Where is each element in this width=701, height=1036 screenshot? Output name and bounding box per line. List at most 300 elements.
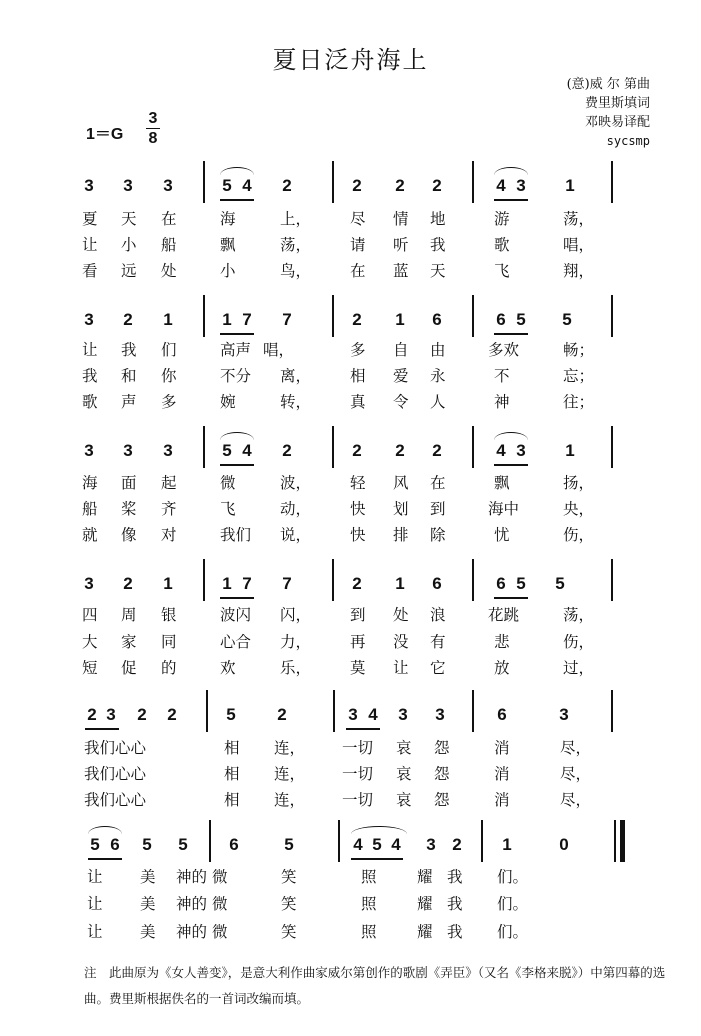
lyric: 有 <box>430 633 446 651</box>
composer-credit: (意)威 尔 第曲 <box>566 77 650 92</box>
lyric: 情 <box>393 210 409 228</box>
lyric: 婉 <box>220 393 236 411</box>
lyric: 不分 <box>220 367 252 385</box>
lyric: 相 <box>224 791 240 809</box>
lyric: 美 <box>140 895 156 913</box>
underline <box>494 199 528 201</box>
lyric: 多 <box>350 341 366 359</box>
note: 3 <box>84 176 94 195</box>
note: 3 <box>398 705 408 724</box>
barline <box>338 820 340 862</box>
lyric: 快 <box>350 526 366 544</box>
lyric: 神的 <box>176 923 208 941</box>
footnote: 注 此曲原为《女人善变》，是意大利作曲家威尔第创作的歌剧《弄臣》（又名《李格来脱》）中第四幕的选曲。费里斯根据佚名的一首词改编而填。 <box>84 965 666 1006</box>
lyric: 令 <box>393 393 409 411</box>
lyric: 高声 <box>220 341 252 359</box>
lyric: 声 <box>121 393 137 411</box>
lyric: 歌 <box>494 236 510 254</box>
lyric: 我们 <box>220 526 252 544</box>
lyric: 放 <box>494 659 510 677</box>
lyric: 处 <box>393 606 409 624</box>
lyric: 浪 <box>430 606 446 624</box>
lyric: 笑 <box>281 868 297 886</box>
barline <box>472 426 474 468</box>
note: 3 <box>426 835 436 854</box>
meter-top: 3 <box>148 110 158 127</box>
underline <box>85 728 119 730</box>
barline <box>332 295 334 337</box>
note: 3 <box>123 176 133 195</box>
note: 1 <box>163 310 173 329</box>
note: 2 <box>352 574 362 593</box>
lyric: 你 <box>161 367 177 385</box>
barline <box>203 295 205 337</box>
lyric: 尽， <box>560 765 592 783</box>
meter-bottom: 8 <box>148 130 158 147</box>
lyric: 我 <box>447 923 463 941</box>
lyric: 们。 <box>497 895 529 913</box>
note: 3 <box>163 441 173 460</box>
lyric: 海中 <box>488 500 520 518</box>
lyric: 乐， <box>280 659 312 677</box>
note: 4 <box>496 441 506 460</box>
slur <box>351 826 407 834</box>
note: 4 <box>353 835 363 854</box>
lyric: 对 <box>161 526 177 544</box>
system-6-notes <box>0 834 701 858</box>
barline <box>472 295 474 337</box>
time-signature <box>146 110 160 147</box>
note: 1 <box>395 310 405 329</box>
lyric: 真 <box>350 393 366 411</box>
lyric: 相 <box>224 739 240 757</box>
barline <box>332 559 334 601</box>
lyric: 荡， <box>563 606 595 624</box>
lyric: 哀 <box>396 765 412 783</box>
lyric: 我 <box>447 895 463 913</box>
note: 2 <box>123 574 133 593</box>
lyric: 排 <box>393 526 409 544</box>
lyric: 蓝 <box>393 262 409 280</box>
system-5-notes <box>0 704 701 728</box>
note: 4 <box>368 705 378 724</box>
underline <box>220 199 254 201</box>
lyric: 除 <box>430 526 446 544</box>
lyric: 让 <box>82 341 98 359</box>
lyric: 耀 <box>417 923 433 941</box>
note: 3 <box>348 705 358 724</box>
note: 5 <box>142 835 152 854</box>
note: 2 <box>282 441 292 460</box>
note: 7 <box>242 574 252 593</box>
lyric: 哀 <box>396 739 412 757</box>
note: 2 <box>282 176 292 195</box>
barline <box>333 690 335 732</box>
lyric: 们。 <box>497 868 529 886</box>
lyric: 荡， <box>280 236 312 254</box>
lyric: 在 <box>430 474 446 492</box>
note: 3 <box>84 574 94 593</box>
barline <box>614 820 616 862</box>
lyric: 起 <box>161 474 177 492</box>
barline <box>472 161 474 203</box>
lyric: 欢 <box>220 659 236 677</box>
lyric: 唱， <box>263 341 295 359</box>
note: 1 <box>565 176 575 195</box>
lyric: 连， <box>274 739 306 757</box>
lyric: 由 <box>430 341 446 359</box>
barline <box>472 690 474 732</box>
lyric: 的 <box>161 659 177 677</box>
note: 5 <box>516 310 526 329</box>
lyric: 伤， <box>563 633 595 651</box>
underline <box>494 333 528 335</box>
underline <box>220 464 254 466</box>
note: 3 <box>516 441 526 460</box>
underline <box>220 333 254 335</box>
note: 5 <box>178 835 188 854</box>
lyric: 大 <box>82 633 98 651</box>
lyric: 让 <box>87 923 103 941</box>
lyric: 地 <box>430 210 446 228</box>
system-3-notes <box>0 440 701 464</box>
barline <box>611 426 613 468</box>
lyric: 飞 <box>220 500 236 518</box>
barline <box>611 161 613 203</box>
final-barline <box>620 820 625 862</box>
lyric: 我们心心 <box>84 765 147 783</box>
system-4-notes <box>0 573 701 597</box>
lyric: 没 <box>393 633 409 651</box>
lyric: 自 <box>393 341 409 359</box>
note: 2 <box>395 176 405 195</box>
lyric: 像 <box>121 526 137 544</box>
lyric: 扬， <box>563 474 595 492</box>
lyric: 让 <box>82 236 98 254</box>
note: 3 <box>84 310 94 329</box>
note: 7 <box>282 310 292 329</box>
lyric: 神的 <box>176 895 208 913</box>
lyric: 海 <box>220 210 236 228</box>
note: 2 <box>452 835 462 854</box>
lyric: 促 <box>121 659 137 677</box>
lyric: 相 <box>224 765 240 783</box>
barline <box>206 690 208 732</box>
lyric: 忘； <box>563 367 595 385</box>
lyric: 一切 <box>342 765 374 783</box>
lyric: 到 <box>350 606 366 624</box>
lyric: 天 <box>430 262 446 280</box>
lyric: 在 <box>161 210 177 228</box>
barline <box>332 161 334 203</box>
barline <box>332 426 334 468</box>
lyric: 我 <box>82 367 98 385</box>
note: 2 <box>352 441 362 460</box>
lyric: 笑 <box>281 895 297 913</box>
lyric: 桨 <box>121 500 137 518</box>
note: 7 <box>282 574 292 593</box>
system-2-notes <box>0 309 701 333</box>
note: 4 <box>242 441 252 460</box>
lyric: 央， <box>563 500 595 518</box>
barline <box>611 690 613 732</box>
lyric: 短 <box>82 659 98 677</box>
lyric: 我 <box>121 341 137 359</box>
lyric: 力， <box>280 633 312 651</box>
note: 2 <box>432 176 442 195</box>
lyric: 多欢 <box>488 341 520 359</box>
lyric: 们 <box>161 341 177 359</box>
lyric: 心合 <box>220 633 252 651</box>
note: 6 <box>432 574 442 593</box>
lyric: 微 <box>220 474 236 492</box>
lyric: 处 <box>161 262 177 280</box>
lyric: 荡， <box>563 210 595 228</box>
lyric: 歌 <box>82 393 98 411</box>
note: 5 <box>222 176 232 195</box>
lyric: 齐 <box>161 500 177 518</box>
lyric: 莫 <box>350 659 366 677</box>
lyric: 我 <box>447 868 463 886</box>
translator-credit: 邓映易译配 <box>584 115 650 130</box>
note: 3 <box>163 176 173 195</box>
note: 5 <box>222 441 232 460</box>
note: 1 <box>565 441 575 460</box>
note: 5 <box>562 310 572 329</box>
lyric: 再 <box>350 633 366 651</box>
lyric: 神的 <box>176 868 208 886</box>
lyric: 尽， <box>560 739 592 757</box>
lyric: 四 <box>82 606 98 624</box>
note: 1 <box>395 574 405 593</box>
note: 1 <box>502 835 512 854</box>
lyric: 银 <box>161 606 177 624</box>
key-signature: 1＝G <box>86 126 124 143</box>
lyric: 小 <box>220 262 236 280</box>
note: 2 <box>87 705 97 724</box>
note: 4 <box>242 176 252 195</box>
lyric: 让 <box>87 868 103 886</box>
lyric: 美 <box>140 868 156 886</box>
lyric: 轻 <box>350 474 366 492</box>
barline <box>203 161 205 203</box>
note: 1 <box>222 574 232 593</box>
note: 5 <box>372 835 382 854</box>
note: 6 <box>497 705 507 724</box>
lyric: 耀 <box>417 868 433 886</box>
lyric: 美 <box>140 923 156 941</box>
note: 6 <box>432 310 442 329</box>
lyric: 海 <box>82 474 98 492</box>
lyric: 听 <box>393 236 409 254</box>
source-tag: sycsmp <box>606 134 650 148</box>
lyric: 畅； <box>563 341 595 359</box>
note: 2 <box>352 176 362 195</box>
barline <box>203 426 205 468</box>
barline <box>611 559 613 601</box>
lyric: 笑 <box>281 923 297 941</box>
lyric: 怨 <box>434 791 450 809</box>
barline <box>481 820 483 862</box>
lyric: 微 <box>212 868 228 886</box>
lyric: 闪， <box>280 606 312 624</box>
lyric: 消 <box>494 791 510 809</box>
lyric: 让 <box>87 895 103 913</box>
lyric: 家 <box>121 633 137 651</box>
lyric: 面 <box>121 474 137 492</box>
lyric: 就 <box>82 526 98 544</box>
lyric: 唱， <box>563 236 595 254</box>
lyric: 它 <box>430 659 446 677</box>
lyric: 连， <box>274 765 306 783</box>
lyric: 飘 <box>494 474 510 492</box>
note: 1 <box>222 310 232 329</box>
lyric: 船 <box>82 500 98 518</box>
lyric: 让 <box>393 659 409 677</box>
lyric: 船 <box>161 236 177 254</box>
lyric: 说， <box>280 526 312 544</box>
lyric: 微 <box>212 923 228 941</box>
lyric: 微 <box>212 895 228 913</box>
lyricist-credit: 费里斯填词 <box>584 96 650 111</box>
note: 5 <box>516 574 526 593</box>
lyric: 和 <box>121 367 137 385</box>
lyric: 消 <box>494 739 510 757</box>
lyric: 照 <box>361 868 377 886</box>
meter-bar <box>146 128 160 129</box>
underline <box>351 858 403 860</box>
lyric: 看 <box>82 262 98 280</box>
lyric: 忧 <box>494 526 510 544</box>
lyric: 到 <box>430 500 446 518</box>
lyric: 尽 <box>350 210 366 228</box>
underline <box>494 597 528 599</box>
note: 4 <box>391 835 401 854</box>
note: 5 <box>90 835 100 854</box>
note: 0 <box>559 835 569 854</box>
lyric: 小 <box>121 236 137 254</box>
lyric: 飘 <box>220 236 236 254</box>
note: 7 <box>242 310 252 329</box>
lyric: 上， <box>280 210 312 228</box>
note: 5 <box>226 705 236 724</box>
note: 5 <box>284 835 294 854</box>
lyric: 在 <box>350 262 366 280</box>
lyric: 天 <box>121 210 137 228</box>
lyric: 怨 <box>434 739 450 757</box>
note: 6 <box>496 574 506 593</box>
underline <box>494 464 528 466</box>
slur <box>494 432 528 440</box>
note: 3 <box>123 441 133 460</box>
lyric: 连， <box>274 791 306 809</box>
lyric: 我 <box>430 236 446 254</box>
lyric: 尽， <box>560 791 592 809</box>
lyric: 动， <box>280 500 312 518</box>
note: 3 <box>106 705 116 724</box>
slur <box>220 167 254 175</box>
credits-block <box>470 75 650 151</box>
lyric: 一切 <box>342 739 374 757</box>
note: 3 <box>84 441 94 460</box>
lyric: 翔， <box>563 262 595 280</box>
lyric: 飞 <box>494 262 510 280</box>
lyric: 耀 <box>417 895 433 913</box>
note: 3 <box>516 176 526 195</box>
note: 4 <box>496 176 506 195</box>
lyric: 夏 <box>82 210 98 228</box>
note: 5 <box>555 574 565 593</box>
lyric: 波闪 <box>220 606 252 624</box>
lyric: 人 <box>430 393 446 411</box>
lyric: 一切 <box>342 791 374 809</box>
lyric: 波， <box>280 474 312 492</box>
lyric: 悲 <box>494 633 510 651</box>
lyric: 伤， <box>563 526 595 544</box>
lyric: 划 <box>393 500 409 518</box>
note: 3 <box>435 705 445 724</box>
song-title: 夏日泛舟海上 <box>272 46 429 74</box>
lyric: 同 <box>161 633 177 651</box>
note: 2 <box>395 441 405 460</box>
lyric: 照 <box>361 895 377 913</box>
lyric: 怨 <box>434 765 450 783</box>
note: 2 <box>137 705 147 724</box>
lyric: 周 <box>121 606 137 624</box>
lyric: 多 <box>161 393 177 411</box>
note: 2 <box>167 705 177 724</box>
barline <box>472 559 474 601</box>
note: 1 <box>163 574 173 593</box>
barline <box>209 820 211 862</box>
lyric: 花跳 <box>488 606 520 624</box>
slur <box>494 167 528 175</box>
lyric: 们。 <box>497 923 529 941</box>
lyric: 风 <box>393 474 409 492</box>
note: 2 <box>432 441 442 460</box>
lyric: 神 <box>494 393 510 411</box>
lyric: 请 <box>350 236 366 254</box>
lyric: 哀 <box>396 791 412 809</box>
underline <box>220 597 254 599</box>
lyric: 相 <box>350 367 366 385</box>
note: 6 <box>229 835 239 854</box>
system-1-notes <box>0 175 701 199</box>
lyric: 转， <box>280 393 312 411</box>
lyric: 我们心心 <box>84 791 147 809</box>
slur <box>220 432 254 440</box>
note: 2 <box>352 310 362 329</box>
slur <box>88 826 122 834</box>
lyric: 爱 <box>393 367 409 385</box>
lyric: 往； <box>563 393 595 411</box>
lyric: 消 <box>494 765 510 783</box>
lyric: 我们心心 <box>84 739 147 757</box>
note: 2 <box>277 705 287 724</box>
lyric: 远 <box>121 262 137 280</box>
lyric: 快 <box>350 500 366 518</box>
note: 6 <box>496 310 506 329</box>
lyric: 游 <box>494 210 510 228</box>
note: 3 <box>559 705 569 724</box>
lyric: 照 <box>361 923 377 941</box>
note: 6 <box>110 835 120 854</box>
lyric: 离， <box>280 367 312 385</box>
lyric: 不 <box>494 367 510 385</box>
barline <box>203 559 205 601</box>
lyric: 鸟， <box>280 262 312 280</box>
underline <box>346 728 380 730</box>
